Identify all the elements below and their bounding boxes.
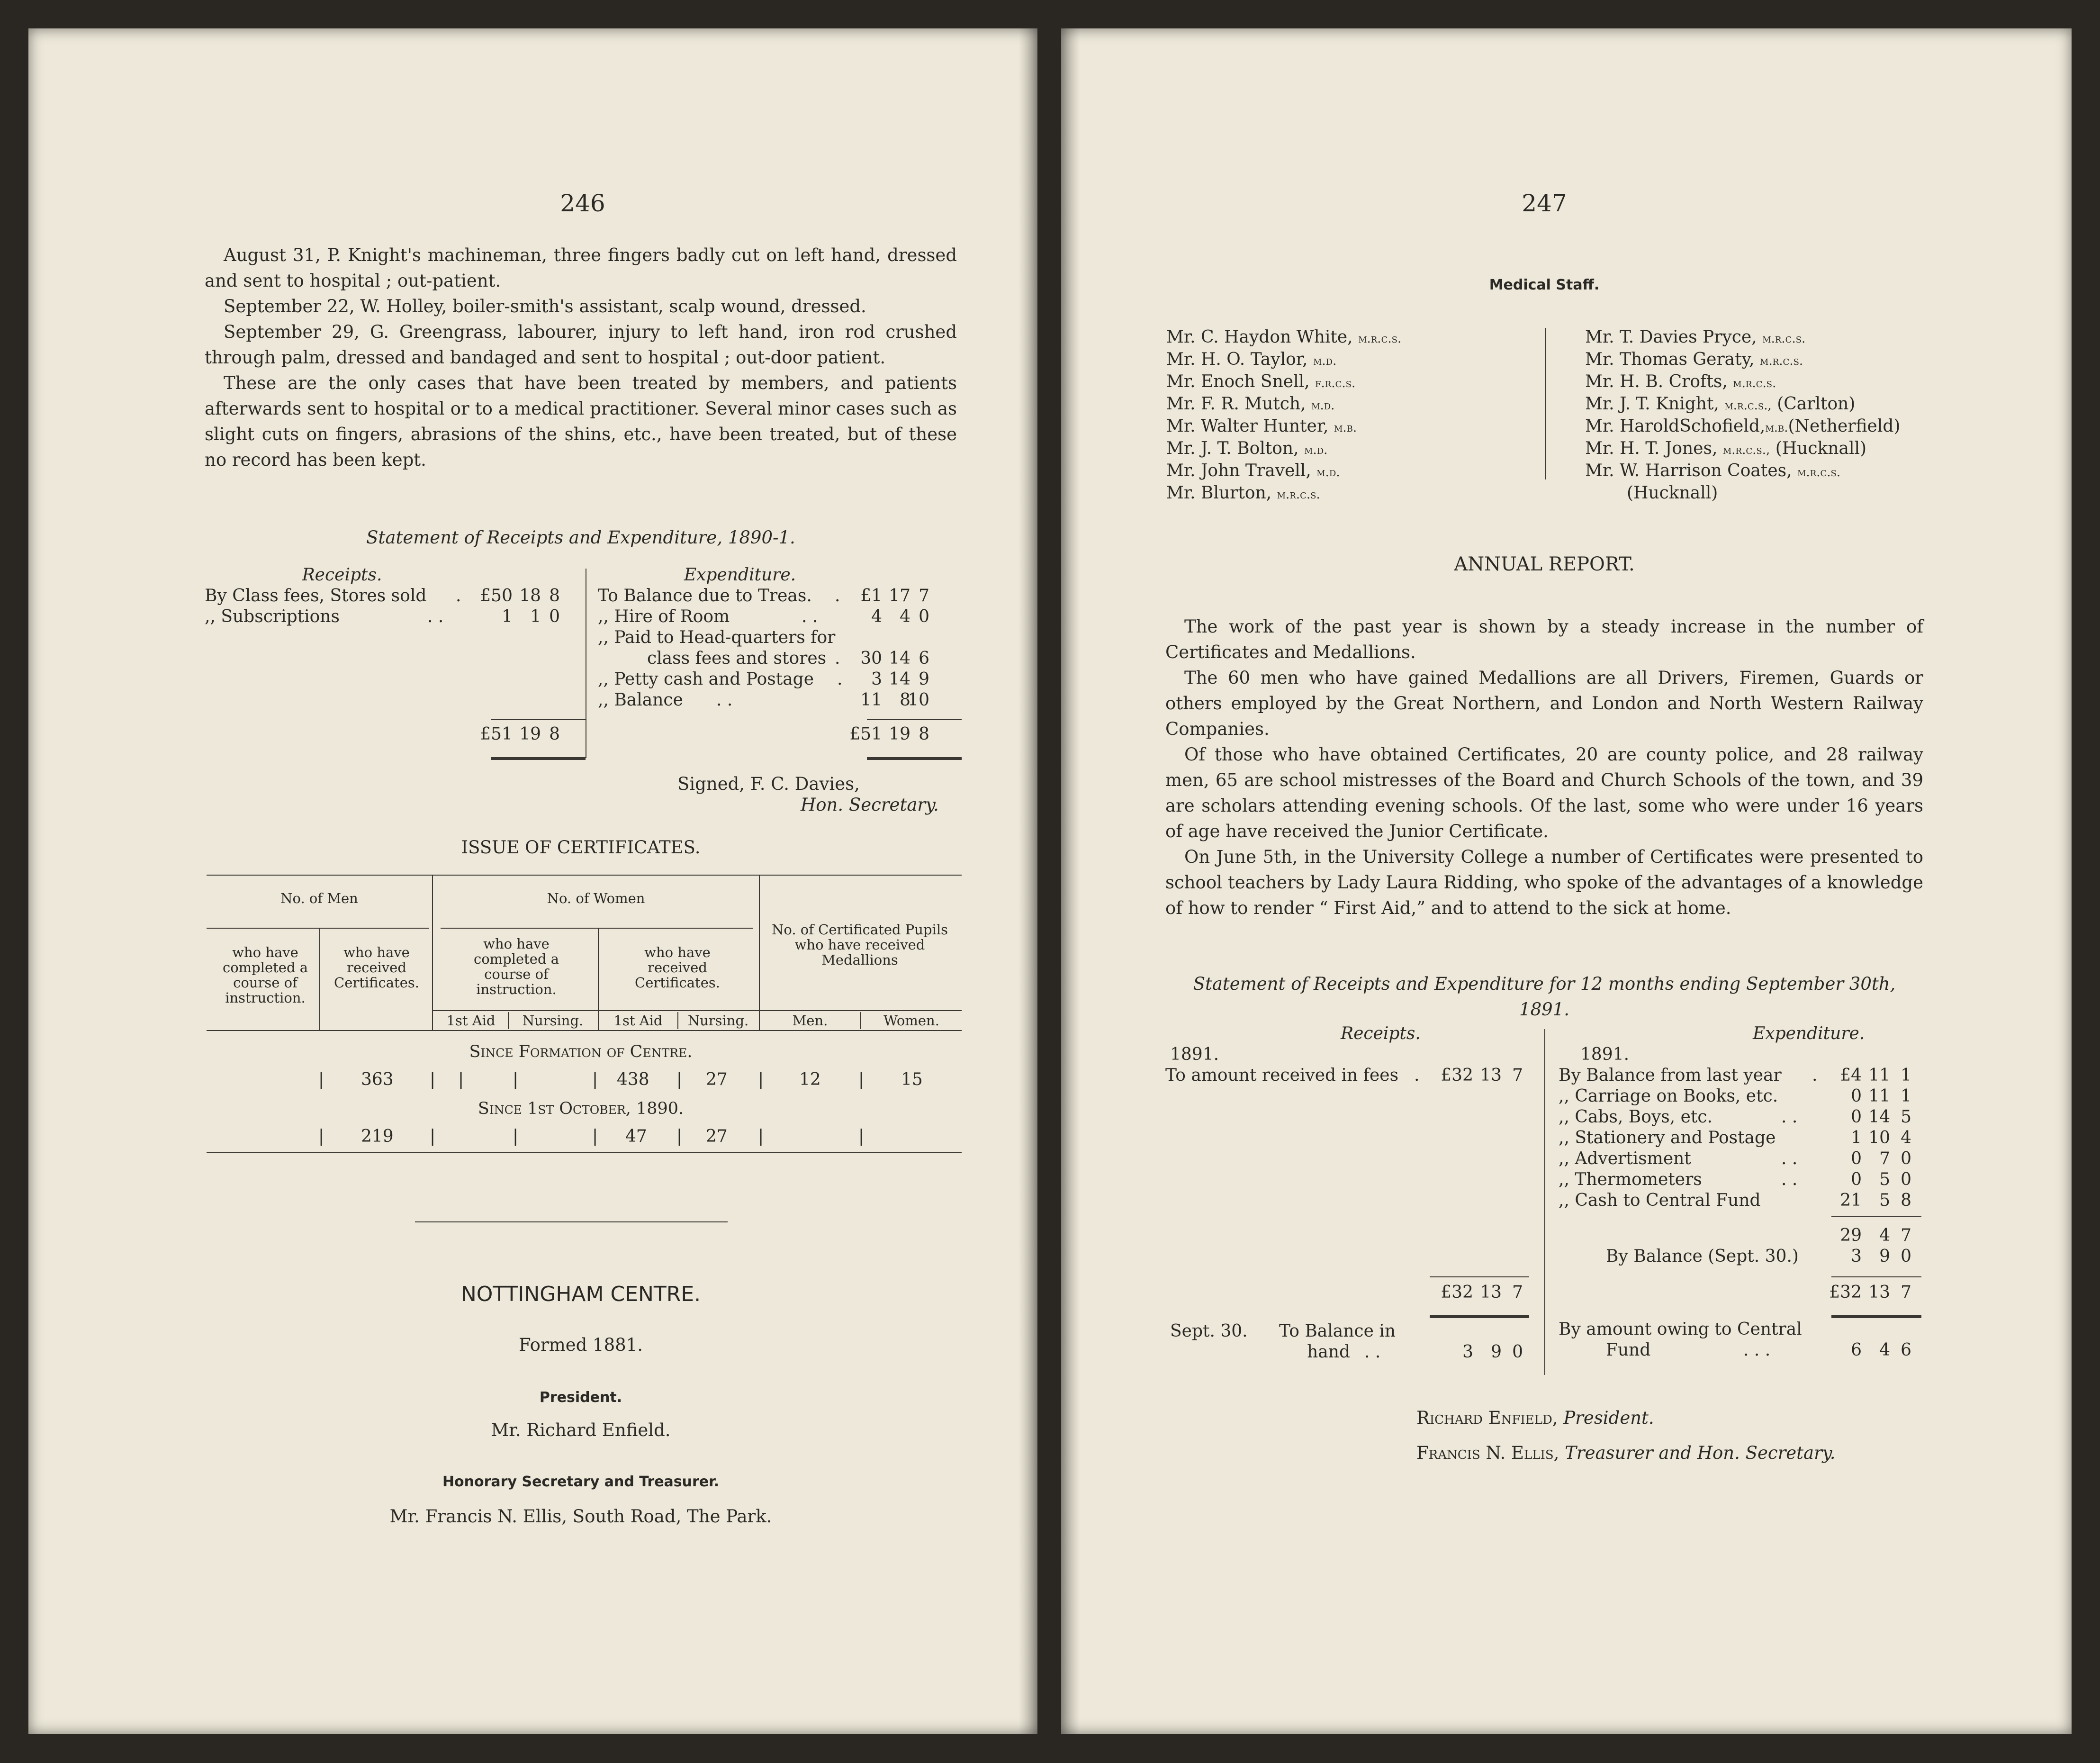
table-bottom-rule — [207, 1152, 962, 1153]
table-rule — [432, 1010, 759, 1011]
staff-member: Mr. H. T. Jones, m.r.c.s., (Hucknall) — [1585, 439, 1867, 458]
staff-member: Mr. W. Harrison Coates, m.r.c.s. — [1585, 461, 1841, 480]
women-received-header: who have received Certificates. — [635, 944, 720, 991]
table-header-bottom — [207, 1030, 962, 1031]
section-since-formation: Since Formation of Centre. — [469, 1042, 693, 1061]
double-rule — [1831, 1315, 1921, 1318]
expenditure-heading: Expenditure. — [684, 565, 796, 585]
right-receipts — [1165, 1023, 1535, 1086]
pupils-header: No. of Certificated Pupils who have received Medallions — [772, 922, 948, 968]
amount-owing-row: By amount owing to Central Fund . . . 6 4 6 — [1559, 1320, 1911, 1360]
paragraph: August 31, P. Knight's machineman, three fingers badly cut on left hand, dressed and sent to hospital ; out-patient. — [205, 245, 957, 291]
gutter-shadow-right — [1061, 28, 1080, 1734]
receipts-year: 1891. — [1170, 1045, 1219, 1064]
men-received-header: who have received Certificates. — [334, 944, 419, 991]
centre-title: NOTTINGHAM CENTRE. — [460, 1282, 701, 1306]
receipts-total: £51 19 8 — [480, 724, 560, 744]
left-page-number: 246 — [560, 190, 605, 217]
medical-staff-heading: Medical Staff. — [1489, 277, 1600, 293]
men-header: No. of Men — [280, 890, 358, 906]
section-divider — [415, 1221, 728, 1222]
right-body-text — [1165, 614, 1923, 921]
table-divider — [319, 929, 320, 1030]
women-completed-header: who have completed a course of instruction. — [473, 936, 559, 997]
paragraph: Of those who have obtained Certificates, 20 are county police, and 28 railway men, 65 are school mistresses of the Board and Church Schools of the town, and 39 are scholars attending evening schools. Of the last, some who were under 16 years of age have received the Junior Certificate. — [1165, 744, 1923, 841]
staff-member: Mr. J. T. Bolton, m.d. — [1166, 439, 1328, 458]
staff-member: Mr. HaroldSchofield,m.b.(Netherfield) — [1585, 416, 1901, 436]
table-rule — [207, 928, 429, 929]
double-rule — [1430, 1315, 1529, 1318]
staff-list-left — [1166, 327, 1536, 505]
treasurer-signature: Francis N. Ellis, Treasurer and Hon. Secretary. — [1416, 1443, 1836, 1463]
staff-member: Mr. C. Haydon White, m.r.c.s. — [1166, 327, 1402, 347]
table-divider — [759, 875, 760, 1031]
secretary-heading: Honorary Secretary and Treasurer. — [442, 1474, 720, 1490]
rule — [491, 719, 586, 720]
staff-divider — [1545, 328, 1546, 479]
staff-member: Mr. H. B. Crofts, m.r.c.s. — [1585, 372, 1776, 391]
expenditure-subtotal: 29 4 7 — [1840, 1226, 1911, 1245]
expenditure-year: 1891. — [1580, 1045, 1630, 1064]
expenditure-row: ,, Petty cash and Postage . 3 14 9 — [598, 669, 929, 689]
double-rule — [867, 757, 962, 760]
staff-member: Mr. H. O. Taylor, m.d. — [1166, 350, 1337, 369]
expenditure-row: class fees and stores . 30 14 6 — [647, 649, 929, 668]
sub-men: Men. — [792, 1013, 828, 1029]
expenditure-heading: Expenditure. — [1753, 1024, 1865, 1043]
rule — [1430, 1276, 1529, 1277]
staff-member: Mr. Walter Hunter, m.b. — [1166, 416, 1357, 436]
expenditure-row: ,, Paid to Head-quarters for — [598, 628, 836, 647]
president-heading: President. — [539, 1389, 622, 1406]
paragraph: On June 5th, in the University College a number of Certificates were presented to school teachers by Lady Laura Ridding, who spoke of the advantages of a knowledge of how to render “ First Aid,” and to attend to the sick at home. — [1165, 847, 1923, 918]
receipts-heading: Receipts. — [302, 565, 382, 585]
receipt-row: To amount received in fees . £32 13 7 — [1165, 1066, 1523, 1085]
rule — [1831, 1276, 1921, 1277]
expenditure-row: ,, Balance . . 11 8 10 — [598, 690, 929, 710]
signed-title: Hon. Secretary. — [801, 795, 939, 815]
receipts-heading: Receipts. — [1341, 1024, 1421, 1043]
column-divider — [1544, 1029, 1545, 1375]
expenditure-row: ,, Cash to Central Fund 21 5 8 — [1559, 1191, 1911, 1210]
table-row: | 219 | | | 47 | 27 | | — [318, 1127, 865, 1146]
women-header: No. of Women — [547, 890, 645, 906]
signed-line: Signed, F. C. Davies, — [677, 774, 860, 794]
double-rule — [491, 757, 586, 760]
formed-year: Formed 1881. — [519, 1335, 643, 1355]
sub-1st-aid: 1st Aid — [446, 1013, 496, 1029]
expenditure-row: By Balance from last year . £4 11 1 — [1559, 1066, 1911, 1085]
receipts-total: £32 13 7 — [1441, 1283, 1523, 1302]
right-page-number: 247 — [1522, 190, 1567, 217]
staff-member: Mr. J. T. Knight, m.r.c.s., (Carlton) — [1585, 394, 1856, 414]
sub-nursing: Nursing. — [687, 1013, 749, 1029]
staff-member: (Hucknall) — [1627, 483, 1718, 503]
sub-nursing: Nursing. — [522, 1013, 584, 1029]
secretary-name: Mr. Francis N. Ellis, South Road, The Park. — [389, 1506, 772, 1527]
president-signature: Richard Enfield, President. — [1416, 1408, 1654, 1428]
staff-member: Mr. John Travell, m.d. — [1166, 461, 1340, 480]
left-body-text — [205, 243, 957, 473]
expenditure-total: £32 13 7 — [1829, 1283, 1911, 1302]
expenditure-row: ,, Thermometers . . 0 5 0 — [1559, 1170, 1911, 1189]
table-rule — [441, 928, 753, 929]
right-statement-title: Statement of Receipts and Expenditure for 12 months ending September 30th, 1891. — [1193, 974, 1896, 1020]
expenditure-balance: By Balance (Sept. 30.) 3 9 0 — [1606, 1247, 1911, 1266]
certificates-title: ISSUE OF CERTIFICATES. — [461, 837, 701, 858]
paragraph: These are the only cases that have been treated by members, and patients afterwards sent to hospital or to a medical practitioner. Several minor cases such as slight cuts on fingers, abrasions of the shins, etc., have been treated, but of these no record has been kept. — [205, 373, 957, 470]
rule — [1831, 1216, 1921, 1217]
expenditure-row: ,, Carriage on Books, etc. 0 11 1 — [1559, 1086, 1911, 1106]
staff-member: Mr. T. Davies Pryce, m.r.c.s. — [1585, 327, 1806, 347]
staff-member: Mr. F. R. Mutch, m.d. — [1166, 394, 1335, 414]
receipt-balance-row: Sept. 30. To Balance in hand . . 3 9 0 — [1170, 1321, 1523, 1362]
table-rule — [759, 1010, 962, 1011]
expenditure-row: ,, Cabs, Boys, etc. . . 0 14 5 — [1559, 1107, 1911, 1127]
expenditure-total: £51 19 8 — [849, 724, 929, 744]
annual-report-title: ANNUAL REPORT. — [1454, 553, 1635, 575]
left-statement-title: Statement of Receipts and Expenditure, 1890-1. — [366, 527, 795, 548]
gutter-shadow-left — [1018, 28, 1037, 1734]
section-since-october: Since 1st October, 1890. — [478, 1099, 684, 1118]
expenditure-row: ,, Stationery and Postage 1 10 4 — [1559, 1128, 1911, 1148]
receipt-row: By Class fees, Stores sold . £50 18 8 — [205, 586, 560, 606]
staff-member: Mr. Enoch Snell, f.r.c.s. — [1166, 372, 1356, 391]
receipt-row: ,, Subscriptions . . 1 1 0 — [205, 607, 560, 626]
staff-member: Mr. Blurton, m.r.c.s. — [1166, 483, 1320, 503]
paragraph: The 60 men who have gained Medallions are all Drivers, Firemen, Guards or others employed by the Great Northern, and London and North Western Railway Companies. — [1165, 668, 1923, 739]
expenditure-row: ,, Hire of Room . . 4 4 0 — [598, 607, 929, 626]
table-top-rule — [207, 875, 962, 876]
sub-women: Women. — [883, 1013, 939, 1029]
expenditure-row: ,, Advertisment . . 0 7 0 — [1559, 1149, 1911, 1168]
left-receipts — [205, 565, 584, 627]
president-name: Mr. Richard Enfield. — [491, 1420, 671, 1440]
paragraph: The work of the past year is shown by a steady increase in the number of Certificates and Medallions. — [1165, 616, 1923, 662]
staff-member: Mr. Thomas Geraty, m.r.c.s. — [1585, 350, 1803, 369]
right-expenditure — [1559, 1023, 1928, 1211]
men-completed-header: who have completed a course of instruction. — [222, 944, 308, 1006]
staff-list-right — [1585, 327, 1945, 504]
left-expenditure — [598, 565, 967, 711]
paragraph: September 29, G. Greengrass, labourer, injury to left hand, iron rod crushed through palm, dressed and bandaged and sent to hospital ; out-door patient. — [205, 322, 957, 368]
paragraph: September 22, W. Holley, boiler-smith's assistant, scalp wound, dressed. — [224, 296, 866, 316]
table-row: | 363 | | | | 438 | 27 | 12 | 15 — [318, 1070, 923, 1089]
expenditure-row: To Balance due to Treas. . £1 17 7 — [598, 586, 929, 606]
sub-1st-aid: 1st Aid — [613, 1013, 663, 1029]
rule — [867, 719, 962, 720]
